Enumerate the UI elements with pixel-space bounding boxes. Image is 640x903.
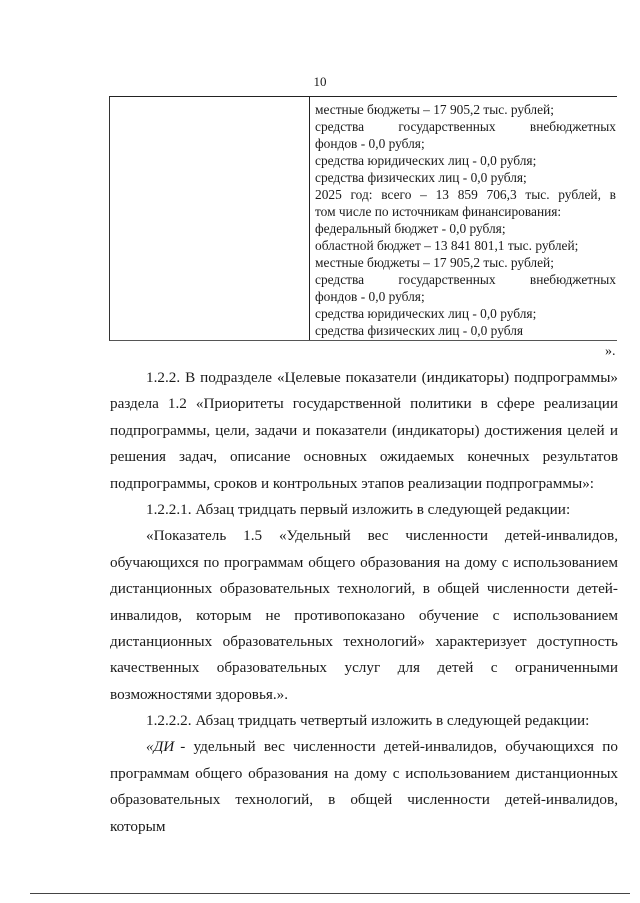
paragraph-line: образовательных технологий, в общей численности детей-инвалидов, которым — [110, 791, 618, 835]
table-line: фондов - 0,0 рубля; — [315, 289, 425, 304]
paragraph-line: качественных образовательных услуг для детей с ограниченными — [110, 659, 618, 677]
paragraph-line-text: - удельный вес численности детей-инвалидов, обучающихся по — [180, 738, 618, 756]
body-text — [110, 365, 618, 835]
table-right-cell — [315, 101, 616, 339]
paragraph-line: «Показатель 1.5 «Удельный вес численности детей-инвалидов, — [146, 527, 618, 545]
table-line: местные бюджеты – 17 905,2 тыс. рублей; — [315, 102, 554, 117]
table-line: том числе по источникам финансирования: — [315, 204, 562, 219]
financing-table — [109, 96, 617, 341]
paragraph-line: дистанционных образовательных технологий» характеризует доступность — [110, 632, 618, 650]
table-line: средства физических лиц - 0,0 рубля; — [315, 170, 527, 185]
table-column-divider — [309, 97, 310, 340]
page-number: 10 — [313, 74, 327, 89]
paragraph-line: подпрограммы, цели, задачи и показатели (индикаторы) достижения целей и — [110, 421, 618, 439]
paragraph-line: раздела 1.2 «Приоритеты государственной политики в сфере реализации — [110, 395, 618, 413]
table-line: областной бюджет – 13 841 801,1 тыс. рублей; — [315, 238, 579, 253]
paragraph-line: дистанционных образовательных технологий, в общей численности детей- — [110, 580, 618, 598]
table-line: федеральный бюджет - 0,0 рубля; — [315, 221, 506, 236]
table-line: средства юридических лиц - 0,0 рубля; — [315, 153, 537, 168]
table-line: средства физических лиц - 0,0 рубля — [315, 323, 524, 338]
table-line: местные бюджеты – 17 905,2 тыс. рублей; — [315, 255, 554, 270]
paragraph-line: возможностями здоровья.». — [110, 685, 289, 703]
table-line: средства государственных внебюджетных — [315, 119, 616, 134]
paragraph-line-with-prefix — [110, 734, 618, 760]
paragraph-line: программам общего образования на дому с использованием дистанционных — [110, 764, 618, 782]
paragraph-line: 1.2.2.2. Абзац тридцать четвертый изложить в следующей редакции: — [146, 712, 590, 730]
closing-quote: ». — [605, 344, 616, 359]
bottom-edge-line — [30, 893, 630, 894]
paragraph-line: подпрограммы, сроков и контрольных этапов реализации подпрограммы»: — [110, 474, 595, 492]
paragraph-line: 1.2.2. В подразделе «Целевые показатели (индикаторы) подпрограммы» — [146, 369, 618, 386]
italic-prefix: «ДИ — [146, 738, 175, 756]
paragraph-line: 1.2.2.1. Абзац тридцать первый изложить в следующей редакции: — [146, 500, 571, 518]
paragraph-line: обучающихся по программам общего образования на дому с использованием — [110, 553, 618, 571]
table-line: фондов - 0,0 рубля; — [315, 136, 425, 151]
table-line: 2025 год: всего – 13 859 706,3 тыс. рублей, в — [315, 187, 616, 202]
paragraph-line: инвалидов, которым не противопоказано обучение с использованием — [110, 606, 618, 624]
table-line: средства государственных внебюджетных — [315, 272, 616, 287]
table-line: средства юридических лиц - 0,0 рубля; — [315, 306, 537, 321]
paragraph-line: решения задач, описание основных ожидаемых конечных результатов — [110, 448, 618, 466]
